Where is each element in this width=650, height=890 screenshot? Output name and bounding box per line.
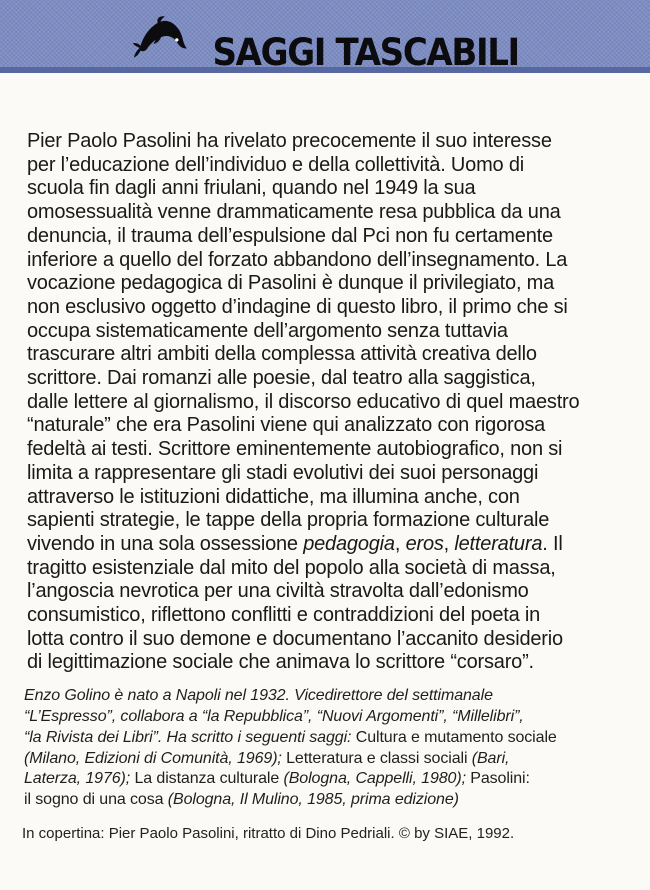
cover-credit: In copertina: Pier Paolo Pasolini, ritratto di Dino Pedriali. © by SIAE, 1992. bbox=[22, 824, 515, 842]
text-line: scuola fin dagli anni friulani, quando nel 1949 la sua bbox=[27, 177, 476, 200]
text-line: vivendo in una sola ossessione pedagogia, eros, letteratura. Il bbox=[27, 532, 563, 555]
text-line: tragitto esistenziale dal mito del popolo alla società di massa, bbox=[27, 556, 556, 579]
series-title: SAGGI TASCABILI bbox=[212, 31, 519, 74]
cover-text bbox=[0, 73, 650, 843]
text-line: trascurare altri ambiti della complessa attività creativa dello bbox=[27, 343, 537, 366]
series-banner bbox=[0, 0, 650, 73]
series-brand bbox=[133, 16, 546, 74]
text-line: Enzo Golino è nato a Napoli nel 1932. Vicedirettore del settimanale bbox=[24, 687, 493, 705]
text-line: per l’educazione dell’individuo e della collettività. Uomo di bbox=[27, 153, 524, 176]
text-line: denuncia, il trauma dell’espulsione dal Pci non fu certamente bbox=[27, 224, 553, 247]
text-line: attraverso le istituzioni didattiche, ma illumina anche, con bbox=[27, 485, 520, 508]
author-bio-paragraph bbox=[24, 686, 638, 811]
text-line: dalle lettere al giornalismo, il discorso educativo di quel maestro bbox=[27, 390, 580, 413]
text-line: “naturale” che era Pasolini viene qui analizzato con rigorosa bbox=[27, 414, 546, 437]
text-line: occupa sistematicamente dell’argomento senza tuttavia bbox=[27, 319, 508, 342]
text-line: fedeltà ai testi. Scrittore eminentemente autobiografico, non si bbox=[27, 438, 563, 461]
text-line: non esclusivo oggetto d’indagine di questo libro, il primo che si bbox=[27, 295, 568, 318]
dolphin-icon bbox=[133, 16, 191, 58]
text-line: vocazione pedagogica di Pasolini è dunque il privilegiato, ma bbox=[27, 272, 555, 295]
text-line: “L’Espresso”, collabora a “la Repubblica”, “Nuovi Argomenti”, “Millelibri”, bbox=[24, 707, 524, 725]
text-line: consumistico, riflettono conflitti e contraddizioni del poeta in bbox=[27, 604, 541, 627]
blurb-paragraph bbox=[27, 130, 638, 675]
text-line: omosessualità venne drammaticamente resa pubblica da una bbox=[27, 201, 561, 224]
text-line: lotta contro il suo demone e documentano l’accanito desiderio bbox=[27, 627, 563, 650]
text-line: di legittimazione sociale che animava lo scrittore “corsaro”. bbox=[27, 651, 534, 674]
text-line: l’angoscia nevrotica per una civiltà stravolta dall’edonismo bbox=[27, 580, 529, 603]
text-line: sapienti strategie, le tappe della propria formazione culturale bbox=[27, 509, 550, 532]
text-line: Pier Paolo Pasolini ha rivelato precocemente il suo interesse bbox=[27, 130, 552, 152]
text-line: scrittore. Dai romanzi alle poesie, dal teatro alla saggistica, bbox=[27, 367, 536, 390]
text-line: “la Rivista dei Libri”. Ha scritto i seguenti saggi: Cultura e mutamento sociale bbox=[24, 728, 557, 746]
text-line: Laterza, 1976); La distanza culturale (Bologna, Cappelli, 1980); Pasolini: bbox=[24, 770, 530, 788]
text-line: inferiore a quello del forzato abbandono dell’insegnamento. La bbox=[27, 248, 568, 271]
text-line: il sogno di una cosa (Bologna, Il Mulino, 1985, prima edizione) bbox=[24, 791, 459, 809]
text-line: limita a rappresentare gli stadi evolutivi dei suoi personaggi bbox=[27, 461, 539, 484]
text-line: (Milano, Edizioni di Comunità, 1969); Letteratura e classi sociali (Bari, bbox=[24, 749, 510, 767]
